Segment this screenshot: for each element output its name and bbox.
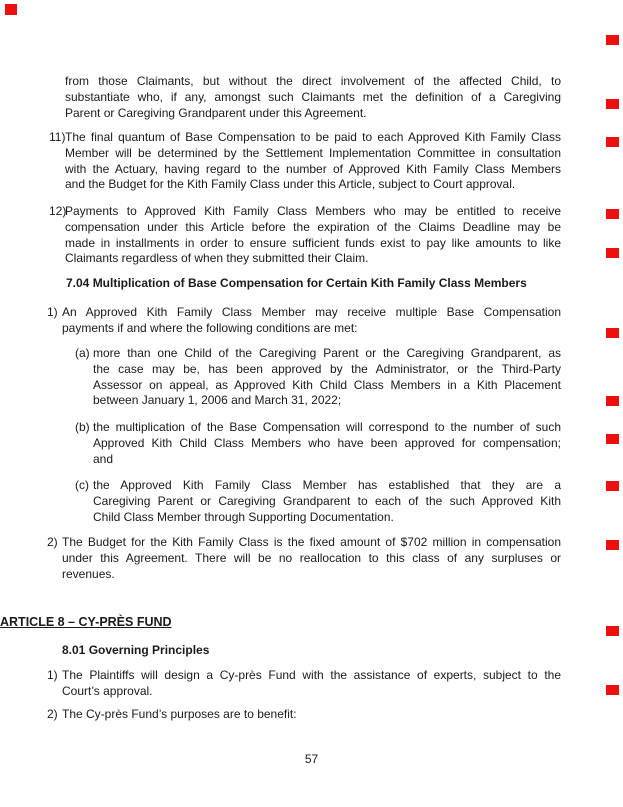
item-1-conditions bbox=[47, 305, 561, 337]
text-line: Payments to Approved Kith Family Class Members who may be entitled to receive bbox=[65, 204, 561, 218]
heading-7-04 bbox=[47, 276, 561, 292]
item-a-more-than-one-child bbox=[47, 346, 561, 409]
text-line: The Cy-près Fund’s purposes are to benefit: bbox=[62, 707, 297, 721]
text-line: made in installments in order to ensure sufficient funds exist to pay like amounts to like bbox=[65, 235, 561, 250]
item-11-final-quantum bbox=[47, 130, 561, 193]
heading-article-8 bbox=[0, 615, 623, 631]
list-marker: 2) bbox=[47, 707, 58, 721]
text-line: the Approved Kith Family Class Member has established that they are a bbox=[93, 478, 561, 492]
text-line: The Budget for the Kith Family Class is the fixed amount of $702 million in compensation bbox=[62, 535, 561, 549]
text-line: Child Class Member through Supporting Documentation. bbox=[93, 509, 394, 524]
red-annotation-mark bbox=[606, 481, 619, 491]
red-annotation-mark bbox=[606, 626, 619, 636]
text-line: Claimants regardless of when they submitted their Claim. bbox=[65, 251, 369, 266]
red-annotation-mark bbox=[606, 328, 619, 338]
red-annotation-mark bbox=[606, 209, 619, 219]
item-2-budget bbox=[47, 535, 561, 582]
item-2-fund-purposes bbox=[47, 707, 561, 723]
text-line: Member will be determined by the Settlement Implementation Committee in consultation bbox=[65, 145, 561, 160]
red-annotation-mark bbox=[606, 137, 619, 147]
text-line: and bbox=[93, 451, 114, 466]
list-marker: 1) bbox=[47, 668, 58, 682]
text-line: revenues. bbox=[62, 566, 115, 581]
text-line: Assessor on appeal, as Approved Kith Child Class Members in a Kith Placement bbox=[93, 377, 561, 392]
text-line: Parent or Caregiving Grandparent under this Agreement. bbox=[65, 105, 367, 120]
text-line: compensation under this Article before the expiration of the Claims Deadline may be bbox=[65, 219, 561, 234]
text-line: The final quantum of Base Compensation to be paid to each Approved Kith Family Class bbox=[65, 130, 561, 144]
list-marker: 1) bbox=[47, 305, 58, 319]
text-line: with the Actuary, having regard to the number of Approved Kith Family Class Members bbox=[65, 161, 561, 176]
item-c-established bbox=[47, 478, 561, 525]
text-line: under this Agreement. There will be no reallocation to this class of any surpluses or bbox=[62, 550, 561, 565]
list-marker: 12) bbox=[49, 204, 67, 218]
paragraph-claimants bbox=[47, 74, 561, 121]
item-1-plaintiffs-design bbox=[47, 668, 561, 700]
text-line: Caregiving Parent or Caregiving Grandparent to each of the such Approved Kith bbox=[93, 493, 561, 508]
red-annotation-mark bbox=[606, 685, 619, 695]
text-line: An Approved Kith Family Class Member may receive multiple Base Compensation bbox=[62, 305, 561, 319]
list-marker: 2) bbox=[47, 535, 58, 549]
item-b-multiplication bbox=[47, 420, 561, 467]
red-annotation-mark bbox=[606, 540, 619, 550]
red-annotation-mark bbox=[606, 99, 619, 109]
text-line: the multiplication of the Base Compensation will correspond to the number of such bbox=[93, 420, 561, 434]
page-number: 57 bbox=[304, 752, 319, 766]
text-line: from those Claimants, but without the direct involvement of the affected Child, to bbox=[65, 74, 561, 88]
red-annotation-mark bbox=[606, 248, 619, 258]
list-marker: (a) bbox=[75, 346, 90, 360]
text-line: Court’s approval. bbox=[62, 683, 153, 698]
red-annotation-mark bbox=[606, 396, 619, 406]
text-line: 8.01 Governing Principles bbox=[62, 643, 210, 657]
text-line: the case may be, has been approved by the Administrator, or the Third-Party bbox=[93, 361, 561, 376]
red-annotation-mark bbox=[5, 4, 17, 15]
heading-8-01 bbox=[47, 643, 561, 659]
red-annotation-mark bbox=[606, 434, 619, 444]
text-line: 7.04 Multiplication of Base Compensation for Certain Kith Family Class Members bbox=[66, 276, 527, 290]
text-line: more than one Child of the Caregiving Parent or the Caregiving Grandparent, as bbox=[93, 346, 561, 360]
text-line: Approved Kith Child Class Members who have been approved for compensation; bbox=[93, 435, 561, 450]
text-line: between January 1, 2006 and March 31, 2022; bbox=[93, 393, 342, 408]
text-line: ARTICLE 8 – CY-PRÈS FUND bbox=[0, 615, 172, 629]
list-marker: (c) bbox=[75, 478, 89, 492]
item-12-payments bbox=[47, 204, 561, 267]
list-marker: (b) bbox=[75, 420, 90, 434]
list-marker: 11) bbox=[49, 130, 66, 144]
text-line: substantiate who, if any, amongst such Claimants met the definition of a Caregiving bbox=[65, 89, 561, 104]
text-line: and the Budget for the Kith Family Class under this Article, subject to Court approval. bbox=[65, 177, 516, 192]
text-line: The Plaintiffs will design a Cy-près Fund with the assistance of experts, subject to the bbox=[62, 668, 561, 682]
red-annotation-mark bbox=[606, 35, 619, 45]
text-line: payments if and where the following conditions are met: bbox=[62, 320, 358, 335]
